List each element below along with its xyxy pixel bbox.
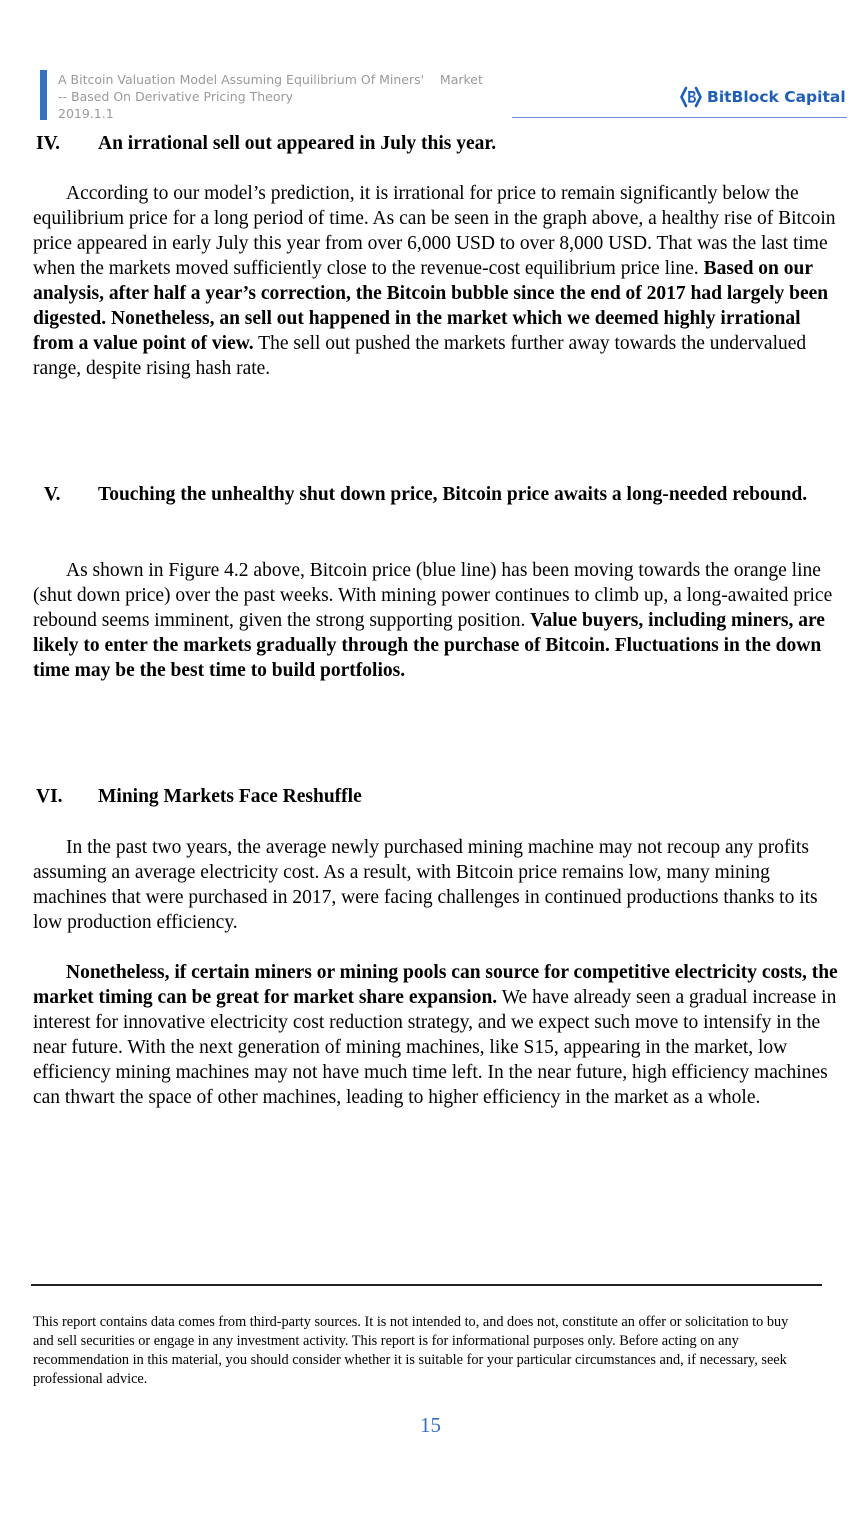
paragraph-text-after: We have already seen a gradual increase in interest for innovative electricity cost reduction strategy, and we expect such move to intensify in the near future. With the next generation of mining machines, like S15, appearing in the market, low efficiency mining machines may not have much time left. In the near future, high efficiency machines can thwart the space of other machines, leading to higher efficiency in the market as a whole. [33,987,837,1108]
section-vi-paragraph-2 [33,960,846,1110]
brand-logo [680,86,846,108]
disclaimer-text: This report contains data comes from third-party sources. It is not intended to, and does not, constitute an offer or solicitation to buy and sell securities or engage in any investment activity. This report is for informational purposes only. Before acting on any recommendation in this material, you should consider whether it is suitable for your particular circumstances and, if necessary, seek professional advice. [33,1314,789,1387]
page-number: 15 [420,1413,441,1437]
brand-name: BitBlock Capital [707,88,846,106]
paragraph-bold-text: Value buyers, including miners, are likely to enter the markets gradually through the purchase of Bitcoin. Fluctuations in the down time may be the best time to build portfolios. [33,610,825,681]
section-number: VI. [36,786,63,807]
section-number: IV. [36,133,61,154]
header-title-line2: -- Based On Derivative Pricing Theory [58,89,294,104]
paragraph-text: In the past two years, the average newly purchased mining machine may not recoup any profits assuming an average electricity cost. As a result, with Bitcoin price remains low, many mining machines that were purchased in 2017, were facing challenges in continued productions thanks to its low production efficiency. [33,837,818,933]
header-title-block [58,71,483,122]
paragraph-text-after: The sell out pushed the markets further away towards the undervalued range, despite rising hash rate. [33,333,807,379]
section-title: Mining Markets Face Reshuffle [98,786,362,807]
section-title: Touching the unhealthy shut down price, Bitcoin price awaits a long-needed rebound. [98,484,808,505]
paragraph-text: As shown in Figure 4.2 above, Bitcoin price (blue line) has been moving towards the orange line (shut down price) over the past weeks. With mining power continues to climb up, a long-awaited price rebound seems imminent, given the strong supporting position. [33,560,833,631]
paragraph-text: According to our model’s prediction, it is irrational for price to remain significantly below the equilibrium price for a long period of time. As can be seen in the graph above, a healthy rise of Bitcoin price appeared in early July this year from over 6,000 USD to over 8,000 USD. That was the last time when the markets moved sufficiently close to the revenue-cost equilibrium price line. [33,183,836,279]
section-vi-paragraph-1 [33,835,846,935]
header-rule [512,117,847,118]
paragraph-bold-text: Based on our analysis, after half a year’s correction, the Bitcoin bubble since the end of 2017 had largely been digested. Nonetheless, an sell out happened in the market which we deemed highly irrational from a value point of view. [33,258,829,354]
footer-rule [31,1284,822,1286]
section-number: V. [44,484,61,505]
section-iv-paragraph [33,181,846,381]
bitcoin-b-logo-icon [680,86,702,108]
paragraph-bold-text: Nonetheless, if certain miners or mining pools can source for competitive electricity costs, the market timing can be great for market share expansion. [33,962,838,1008]
section-v-paragraph [33,558,846,683]
header-accent-bar [40,70,47,120]
section-title: An irrational sell out appeared in July this year. [98,133,497,154]
header-title-line1: A Bitcoin Valuation Model Assuming Equilibrium Of Miners' Market [58,72,483,87]
header-date: 2019.1.1 [58,106,114,121]
